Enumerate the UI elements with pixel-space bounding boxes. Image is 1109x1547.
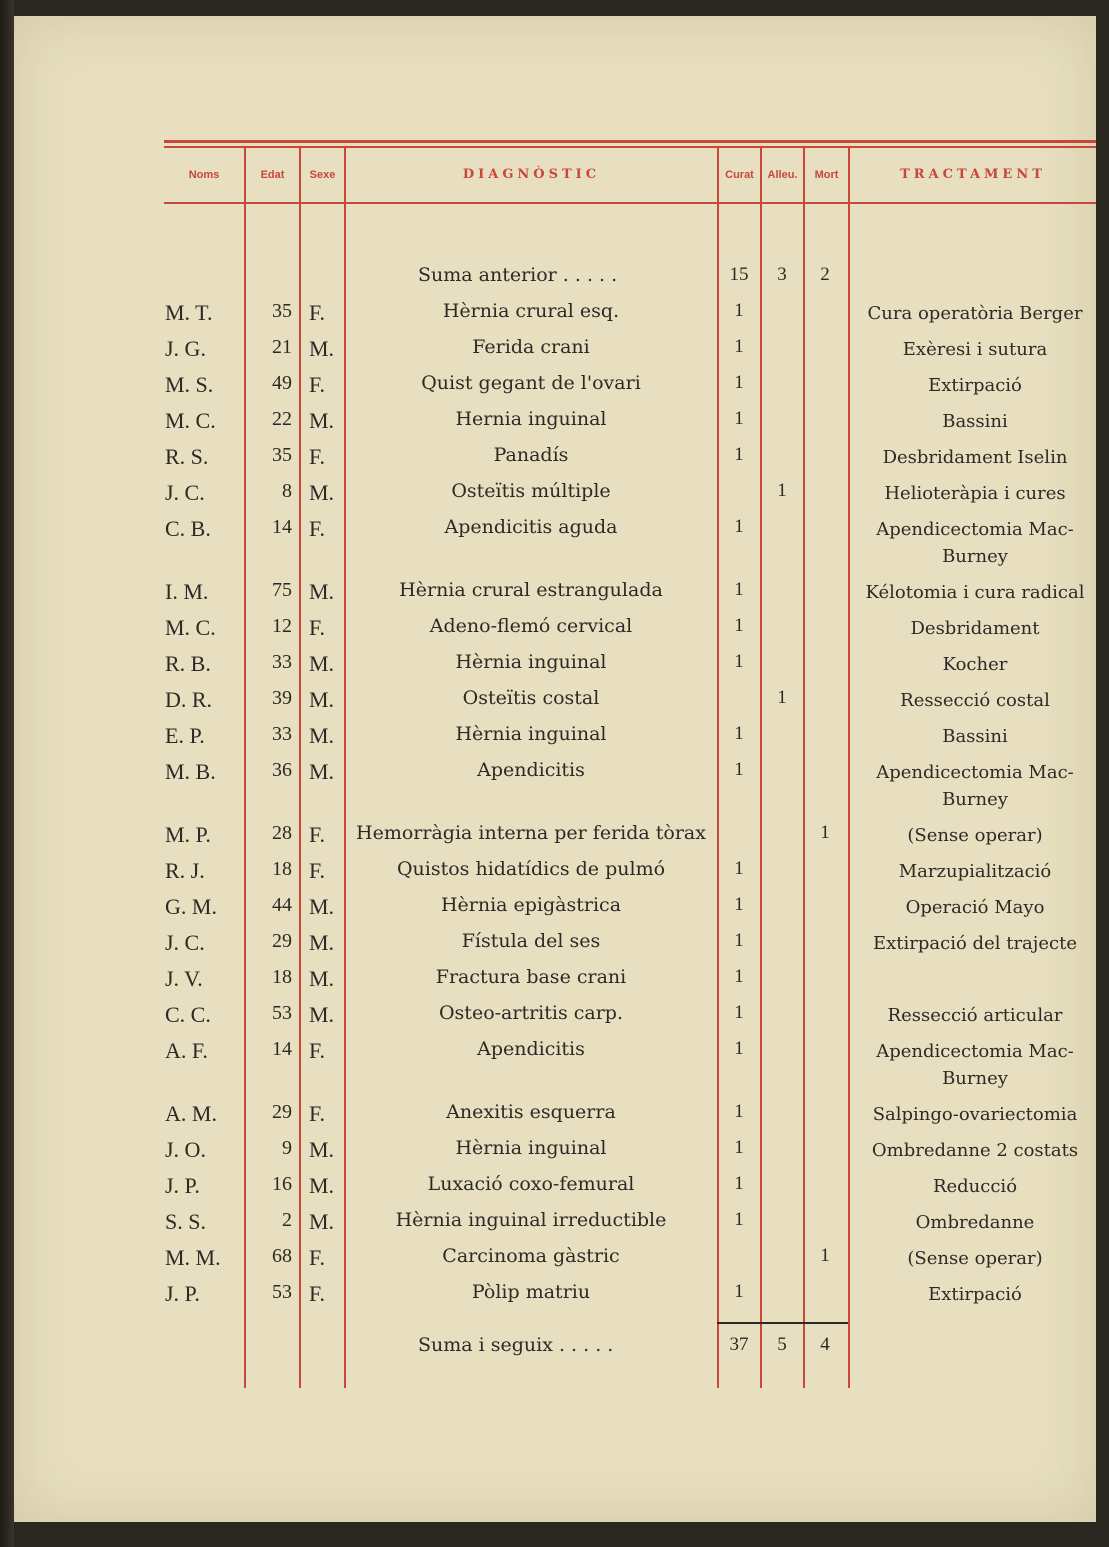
patient-age: 16 bbox=[272, 1173, 292, 1195]
patient-age: 33 bbox=[272, 651, 292, 673]
header-sexe: Sexe bbox=[309, 169, 336, 181]
patient-initials: M. M. bbox=[165, 1245, 221, 1270]
diagnosis: Luxació coxo-femural bbox=[427, 1173, 635, 1195]
treatment: Helioteràpia i cures bbox=[884, 483, 1066, 504]
header-tractament: TRACTAMENT bbox=[900, 167, 1046, 182]
treatment: Apendicectomia Mac-Burney bbox=[876, 762, 1074, 810]
carried-sum-label: Suma i seguix . . . . . bbox=[418, 1334, 614, 1356]
patient-initials: M. B. bbox=[165, 759, 216, 784]
patient-initials: C. B. bbox=[165, 516, 211, 541]
patient-sex: F. bbox=[309, 1245, 325, 1270]
header-underline bbox=[164, 202, 1096, 204]
table-row bbox=[14, 336, 1096, 366]
treatment: Reducció bbox=[932, 1176, 1018, 1197]
diagnosis: Hèrnia inguinal bbox=[455, 651, 607, 673]
table-row bbox=[14, 1209, 1096, 1239]
treatment: Ombredanne bbox=[915, 1212, 1035, 1233]
diagnosis: Hèrnia epigàstrica bbox=[440, 894, 622, 916]
patient-initials: R. B. bbox=[165, 651, 211, 676]
patient-sex: M. bbox=[309, 966, 335, 991]
patient-age: 29 bbox=[272, 1101, 292, 1123]
patient-age: 35 bbox=[272, 444, 292, 466]
diagnosis: Osteïtis múltiple bbox=[451, 480, 611, 502]
treatment: Extirpació bbox=[928, 375, 1022, 396]
death-count: 1 bbox=[820, 1245, 830, 1266]
cured-count: 1 bbox=[734, 1101, 744, 1122]
treatment: Ressecció articular bbox=[887, 1005, 1063, 1026]
table-row bbox=[14, 1245, 1096, 1275]
patient-sex: M. bbox=[309, 1002, 335, 1027]
top-rule-thick bbox=[164, 140, 1096, 143]
treatment: Apendicectomia Mac-Burney bbox=[876, 1041, 1074, 1089]
treatment: (Sense operar) bbox=[907, 825, 1043, 846]
treatment: Desbridament Iselin bbox=[882, 447, 1068, 468]
patient-initials: M. C. bbox=[165, 408, 216, 433]
previous-sum-alleu: 3 bbox=[777, 264, 787, 285]
treatment: Cura operatòria Berger bbox=[867, 303, 1083, 324]
patient-age: 14 bbox=[272, 1038, 292, 1060]
cured-count: 1 bbox=[734, 1002, 744, 1023]
carried-sum-row bbox=[14, 1334, 1096, 1364]
patient-sex: F. bbox=[309, 444, 325, 469]
previous-sum-row bbox=[14, 264, 1096, 294]
cured-count: 1 bbox=[734, 1209, 744, 1230]
diagnosis: Carcinoma gàstric bbox=[442, 1245, 620, 1267]
treatment: Exèresi i sutura bbox=[902, 339, 1048, 360]
diagnosis: Pòlip matriu bbox=[471, 1281, 591, 1303]
table-row bbox=[14, 579, 1096, 609]
table-row bbox=[14, 966, 1096, 996]
diagnosis: Hèrnia crural esq. bbox=[442, 300, 620, 322]
table-row bbox=[14, 651, 1096, 681]
table-row bbox=[14, 1101, 1096, 1131]
treatment: (Sense operar) bbox=[907, 1248, 1043, 1269]
cured-count: 1 bbox=[734, 408, 744, 429]
patient-initials: J. P. bbox=[165, 1173, 200, 1198]
treatment: Kocher bbox=[942, 654, 1008, 675]
patient-age: 33 bbox=[272, 723, 292, 745]
table-row bbox=[14, 894, 1096, 924]
patient-age: 35 bbox=[272, 300, 292, 322]
table-row bbox=[14, 1137, 1096, 1167]
patient-age: 18 bbox=[272, 858, 292, 880]
patient-sex: F. bbox=[309, 516, 325, 541]
treatment: Apendicectomia Mac-Burney bbox=[876, 519, 1074, 567]
treatment: Salpingo-ovariectomia bbox=[872, 1104, 1078, 1125]
patient-sex: F. bbox=[309, 822, 325, 847]
table-row bbox=[14, 759, 1096, 810]
patient-initials: J. G. bbox=[165, 336, 206, 361]
diagnosis: Hèrnia inguinal bbox=[455, 723, 607, 745]
treatment: Extirpació bbox=[928, 1284, 1022, 1305]
cured-count: 1 bbox=[734, 858, 744, 879]
patient-age: 8 bbox=[282, 480, 292, 502]
patient-sex: F. bbox=[309, 615, 325, 640]
scan-edge bbox=[0, 0, 14, 1547]
patient-sex: F. bbox=[309, 858, 325, 883]
table-row bbox=[14, 615, 1096, 645]
patient-sex: M. bbox=[309, 759, 335, 784]
patient-sex: F. bbox=[309, 300, 325, 325]
diagnosis: Anexitis esquerra bbox=[446, 1101, 616, 1123]
patient-initials: D. R. bbox=[165, 687, 213, 712]
patient-sex: M. bbox=[309, 336, 335, 361]
treatment: Marzupialització bbox=[898, 861, 1052, 882]
cured-count: 1 bbox=[734, 300, 744, 321]
patient-age: 28 bbox=[272, 822, 292, 844]
table-row bbox=[14, 930, 1096, 960]
cured-count: 1 bbox=[734, 966, 744, 987]
table-row bbox=[14, 1038, 1096, 1089]
diagnosis: Quistos hidatídics de pulmó bbox=[396, 858, 666, 880]
cured-count: 1 bbox=[734, 759, 744, 780]
patient-sex: F. bbox=[309, 372, 325, 397]
improved-count: 1 bbox=[777, 687, 787, 708]
table-row bbox=[14, 444, 1096, 474]
patient-age: 12 bbox=[272, 615, 292, 637]
carried-sum-rule bbox=[717, 1322, 848, 1324]
patient-sex: M. bbox=[309, 579, 335, 604]
patient-age: 49 bbox=[272, 372, 292, 394]
diagnosis: Apendicitis aguda bbox=[444, 516, 618, 538]
diagnosis: Fractura base crani bbox=[435, 966, 627, 988]
diagnosis: Hernia inguinal bbox=[455, 408, 607, 430]
patient-initials: R. S. bbox=[165, 444, 209, 469]
table-row bbox=[14, 408, 1096, 438]
header-edat: Edat bbox=[260, 169, 285, 181]
patient-initials: J. C. bbox=[165, 930, 205, 955]
cured-count: 1 bbox=[734, 579, 744, 600]
previous-sum-label: Suma anterior . . . . . bbox=[418, 264, 618, 286]
cured-count: 1 bbox=[734, 615, 744, 636]
patient-sex: F. bbox=[309, 1281, 325, 1306]
patient-age: 36 bbox=[272, 759, 292, 781]
ledger-page bbox=[14, 16, 1096, 1522]
treatment: Desbridament bbox=[910, 618, 1040, 639]
treatment: Ressecció costal bbox=[900, 690, 1050, 711]
patient-initials: J. V. bbox=[165, 966, 203, 991]
cured-count: 1 bbox=[734, 336, 744, 357]
patient-age: 22 bbox=[272, 408, 292, 430]
header-diagnostic: DIAGNÒSTIC bbox=[462, 167, 601, 182]
table-row bbox=[14, 516, 1096, 567]
patient-initials: A. M. bbox=[165, 1101, 217, 1126]
table-row bbox=[14, 858, 1096, 888]
patient-sex: M. bbox=[309, 1173, 335, 1198]
patient-sex: F. bbox=[309, 1038, 325, 1063]
patient-initials: E. P. bbox=[165, 723, 205, 748]
patient-initials: S. S. bbox=[165, 1209, 206, 1234]
patient-age: 9 bbox=[282, 1137, 292, 1159]
patient-initials: M. P. bbox=[165, 822, 211, 847]
header-mort: Mort bbox=[814, 169, 839, 181]
cured-count: 1 bbox=[734, 516, 744, 537]
treatment: Ombredanne 2 costats bbox=[871, 1140, 1079, 1161]
cured-count: 1 bbox=[734, 1281, 744, 1302]
cured-count: 1 bbox=[734, 651, 744, 672]
patient-age: 75 bbox=[272, 579, 292, 601]
patient-age: 29 bbox=[272, 930, 292, 952]
table-row bbox=[14, 480, 1096, 510]
previous-sum-curat: 15 bbox=[729, 264, 749, 285]
diagnosis: Ferida crani bbox=[472, 336, 590, 358]
diagnosis: Fístula del ses bbox=[461, 930, 601, 952]
diagnosis: Osteïtis costal bbox=[462, 687, 600, 709]
patient-initials: G. M. bbox=[165, 894, 217, 919]
cured-count: 1 bbox=[734, 1137, 744, 1158]
treatment: Operació Mayo bbox=[905, 897, 1045, 918]
table-row bbox=[14, 1173, 1096, 1203]
patient-initials: C. C. bbox=[165, 1002, 211, 1027]
patient-initials: J. P. bbox=[165, 1281, 200, 1306]
patient-sex: M. bbox=[309, 1137, 335, 1162]
cured-count: 1 bbox=[734, 1173, 744, 1194]
patient-age: 2 bbox=[282, 1209, 292, 1231]
patient-sex: M. bbox=[309, 1209, 335, 1234]
patient-age: 14 bbox=[272, 516, 292, 538]
death-count: 1 bbox=[820, 822, 830, 843]
diagnosis: Adeno-flemó cervical bbox=[429, 615, 633, 637]
treatment: Bassini bbox=[942, 726, 1008, 747]
diagnosis: Panadís bbox=[493, 444, 569, 466]
patient-age: 44 bbox=[272, 894, 292, 916]
table-row bbox=[14, 372, 1096, 402]
patient-age: 53 bbox=[272, 1002, 292, 1024]
carried-sum-alleu: 5 bbox=[777, 1334, 787, 1355]
table-row bbox=[14, 822, 1096, 852]
patient-sex: F. bbox=[309, 1101, 325, 1126]
cured-count: 1 bbox=[734, 894, 744, 915]
table-row bbox=[14, 300, 1096, 330]
patient-sex: M. bbox=[309, 930, 335, 955]
patient-sex: M. bbox=[309, 723, 335, 748]
cured-count: 1 bbox=[734, 930, 744, 951]
patient-sex: M. bbox=[309, 687, 335, 712]
patient-initials: M. C. bbox=[165, 615, 216, 640]
patient-initials: I. M. bbox=[165, 579, 209, 604]
patient-age: 18 bbox=[272, 966, 292, 988]
top-rule-thin bbox=[164, 146, 1096, 148]
treatment: Kélotomia i cura radical bbox=[865, 582, 1085, 603]
carried-sum-mort: 4 bbox=[820, 1334, 830, 1355]
diagnosis: Hèrnia inguinal bbox=[455, 1137, 607, 1159]
patient-sex: M. bbox=[309, 651, 335, 676]
header-alleu: Alleu. bbox=[767, 169, 798, 181]
patient-age: 39 bbox=[272, 687, 292, 709]
patient-initials: J. O. bbox=[165, 1137, 206, 1162]
patient-initials: J. C. bbox=[165, 480, 205, 505]
patient-age: 21 bbox=[272, 336, 292, 358]
diagnosis: Apendicitis bbox=[477, 759, 585, 781]
cured-count: 1 bbox=[734, 372, 744, 393]
patient-sex: M. bbox=[309, 894, 335, 919]
patient-initials: M. S. bbox=[165, 372, 214, 397]
table-row bbox=[14, 723, 1096, 753]
carried-sum-curat: 37 bbox=[729, 1334, 749, 1355]
patient-initials: M. T. bbox=[165, 300, 213, 325]
table-row bbox=[14, 1002, 1096, 1032]
diagnosis: Quist gegant de l'ovari bbox=[421, 372, 641, 394]
cured-count: 1 bbox=[734, 444, 744, 465]
cured-count: 1 bbox=[734, 1038, 744, 1059]
table-row bbox=[14, 687, 1096, 717]
treatment: Extirpació del trajecte bbox=[873, 933, 1077, 954]
table-row bbox=[14, 1281, 1096, 1311]
diagnosis: Hèrnia crural estrangulada bbox=[399, 579, 663, 601]
patient-initials: A. F. bbox=[165, 1038, 208, 1063]
improved-count: 1 bbox=[777, 480, 787, 501]
previous-sum-mort: 2 bbox=[820, 264, 830, 285]
treatment: Bassini bbox=[942, 411, 1008, 432]
patient-age: 68 bbox=[272, 1245, 292, 1267]
header-curat: Curat bbox=[725, 169, 754, 181]
patient-age: 53 bbox=[272, 1281, 292, 1303]
patient-sex: M. bbox=[309, 408, 335, 433]
diagnosis: Osteo-artritis carp. bbox=[438, 1002, 624, 1024]
diagnosis: Apendicitis bbox=[477, 1038, 585, 1060]
patient-initials: R. J. bbox=[165, 858, 205, 883]
patient-sex: M. bbox=[309, 480, 335, 505]
diagnosis: Hèrnia inguinal irreductible bbox=[395, 1209, 667, 1231]
diagnosis: Hemorràgia interna per ferida tòrax bbox=[356, 822, 706, 844]
header-noms: Noms bbox=[188, 169, 220, 181]
cured-count: 1 bbox=[734, 723, 744, 744]
